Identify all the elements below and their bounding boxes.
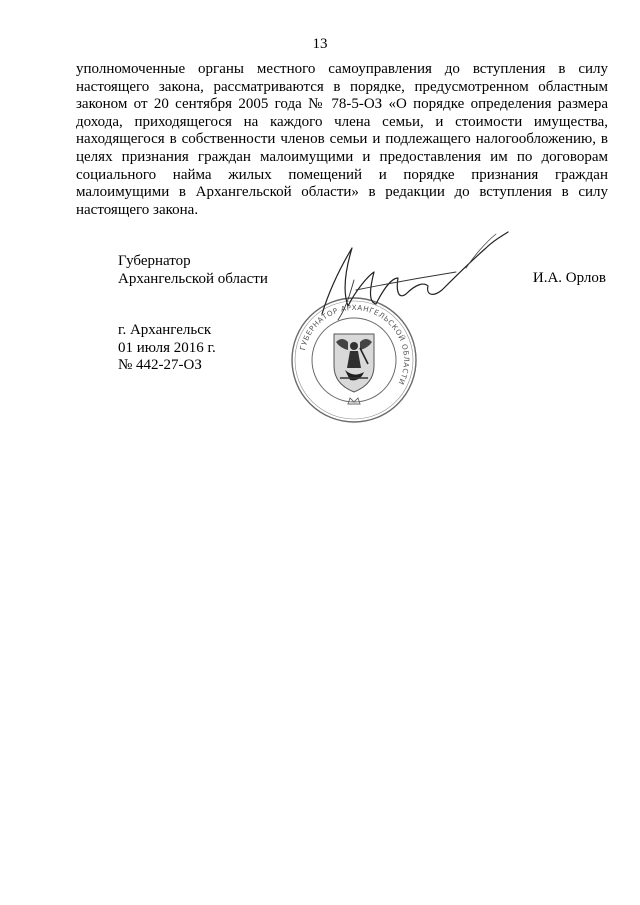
signer-name: И.А. Орлов (532, 270, 606, 286)
signer-title-line2: Архангельской области (118, 270, 268, 287)
seal-text: ГУБЕРНАТОР АРХАНГЕЛЬСКОЙ ОБЛАСТИ (298, 302, 412, 387)
body-paragraph: уполномоченные органы местного самоуправления до вступления в силу настоящего закона, рассматриваются в порядке, предусмотренном областным законом от 20 сентября 2005 года № 78-5-ОЗ «О порядке определения размера дохода, приходящегося на каждого члена семьи, и стоимости имущества, находящегося в собственности членов семьи и подлежащего налогообложению, в целях признания граждан малоимущими и предоставления им по договорам социального найма жилых помещений и порядке признания граждан малоимущими в Архангельской области» в редакции до вступления в силу настоящего закона. (76, 61, 608, 218)
signer-title (118, 253, 268, 288)
law-city: г. Архангельск (118, 322, 212, 338)
seal-crown-icon (348, 398, 360, 404)
page-number: 13 (312, 36, 328, 52)
signer-title-line1: Губернатор (118, 253, 191, 269)
law-number: № 442-27-ОЗ (118, 357, 202, 374)
law-meta (118, 322, 216, 375)
handwritten-signature (316, 228, 516, 328)
law-date: 01 июля 2016 г. (118, 339, 216, 356)
coat-of-arms-icon (334, 334, 374, 392)
